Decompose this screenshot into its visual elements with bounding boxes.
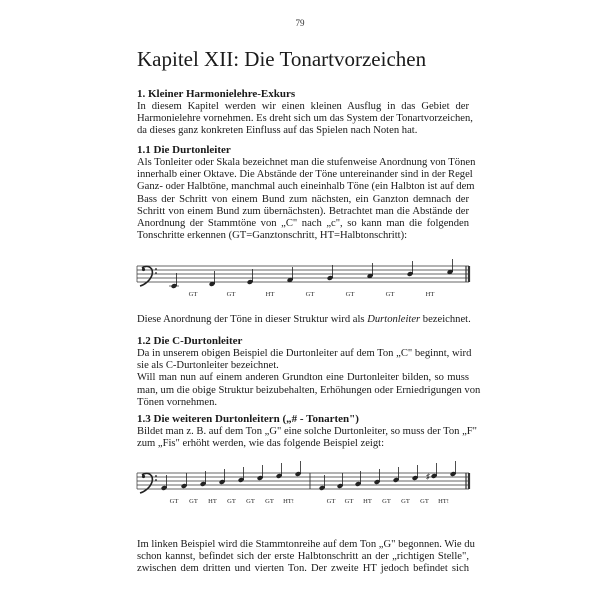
section-heading-1-3: 1.3 Die weiteren Durtonleitern („# - Tonarten") xyxy=(137,413,359,425)
step-label: HT xyxy=(425,291,435,298)
staff-1-step-labels xyxy=(189,291,435,298)
section-1-3-paragraph xyxy=(137,426,477,450)
step-label: HT! xyxy=(438,498,449,505)
page-number: 79 xyxy=(295,18,305,28)
step-label: GT xyxy=(345,291,355,298)
bass-clef-icon xyxy=(140,473,157,493)
section-heading-1-2: 1.2 Die C-Durtonleiter xyxy=(137,335,243,347)
step-label: GT xyxy=(382,498,391,505)
text-line: Will man nun auf einem anderen Grundton eine Durtonleiter bilden, so muss xyxy=(137,372,469,384)
step-label: HT! xyxy=(283,498,294,505)
durtonleiter-term: Durtonleiter xyxy=(367,314,421,325)
text-line: innerhalb einer Oktave. Die Abstände der Töne untereinander sind in der Regel xyxy=(137,169,473,181)
step-label: GT xyxy=(420,498,429,505)
closing-paragraph xyxy=(137,539,475,576)
text-line: Da in unserem obigen Beispiel die Durtonleiter auf dem Ton „C" beginnt, wird xyxy=(137,348,472,359)
step-label: GT xyxy=(305,291,315,298)
step-label: GT xyxy=(401,498,410,505)
chapter-title: Kapitel XII: Die Tonartvorzeichen xyxy=(137,47,427,71)
text-line: Anordnung der Stammtöne von „C" nach „c", so kann man die folgenden xyxy=(137,217,469,229)
step-label: GT xyxy=(226,291,236,298)
text-line: zum „Fis" erhöht werden, wie das folgende Beispiel zeigt: xyxy=(137,438,385,450)
text-line: man, um die obige Struktur beizubehalten, Erhöhungen oder Erniedrigungen von xyxy=(137,384,481,396)
structure-sentence-end: bezeichnet. xyxy=(420,314,471,325)
text-line: Im linken Beispiel wird die Stammtonreihe auf dem Ton „G" begonnen. Wie du xyxy=(137,539,475,550)
text-line: Schritt von einem Bund zum übernächsten). Betrachtet man die Abstände der xyxy=(137,205,469,217)
step-label: GT xyxy=(188,291,198,298)
section-heading-1-1: 1.1 Die Durtonleiter xyxy=(137,144,231,156)
step-label: HT xyxy=(208,498,217,505)
section-1-2-paragraph xyxy=(137,348,481,409)
structure-sentence xyxy=(137,314,477,326)
text-line: Bildet man z. B. auf dem Ton „G" eine solche Durtonleiter, so muss der Ton „F" xyxy=(137,426,477,437)
step-label: HT xyxy=(265,291,275,298)
text-line: da dieses ganz konkreten Einfluss auf das Spielen nach Noten hat. xyxy=(137,125,418,137)
text-line: Harmonielehre vornehmen. Es dreht sich um das System der Tonartvorzeichen, xyxy=(137,113,473,125)
text-line: In diesem Kapitel werden wir einen kleinen Ausflug in das Gebiet der xyxy=(137,101,469,112)
staff-2-notes xyxy=(161,461,457,491)
sharp-icon: ♯ xyxy=(426,472,430,481)
step-label: GT xyxy=(189,498,198,505)
step-label: GT xyxy=(326,498,336,505)
text-line: Bass der Schritt von einem Bund zum nächsten, ein Ganzton demnach der xyxy=(137,193,469,205)
text-line: zwischen dem dritten und vierten Ton. Der zweite HT jedoch befindet sich xyxy=(137,563,469,575)
text-line: schon kannst, befindet sich der erste Halbtonschritt an der „richtigen Stelle", xyxy=(137,551,469,563)
step-label: HT xyxy=(363,498,372,505)
step-label: GT xyxy=(246,498,255,505)
bass-clef-icon xyxy=(140,266,157,286)
text-line: Ganz- oder Halbtöne, manchmal auch eineinhalb Töne (ein Halbton ist auf dem xyxy=(137,181,475,193)
staff-1 xyxy=(137,266,469,282)
step-label: GT xyxy=(344,498,354,505)
step-label: GT xyxy=(227,498,236,505)
text-line: sie als C-Durtonleiter bezeichnet. xyxy=(137,360,279,372)
section-heading-1: 1. Kleiner Harmonielehre-Exkurs xyxy=(137,88,296,100)
step-label: GT xyxy=(265,498,274,505)
step-label: GT xyxy=(385,291,395,298)
text-line: Als Tonleiter oder Skala bezeichnet man die stufenweise Anordnung von Tönen xyxy=(137,157,476,168)
staff-2-step-labels xyxy=(170,498,449,505)
structure-sentence-start: Diese Anordnung der Töne in dieser Struktur wird als xyxy=(137,314,368,325)
text-line: Tönen vornehmen. xyxy=(137,396,218,408)
text-line: Tonschritte erkennen (GT=Ganztonschritt, HT=Halbtonschritt): xyxy=(137,230,408,242)
step-label: GT xyxy=(169,498,179,505)
